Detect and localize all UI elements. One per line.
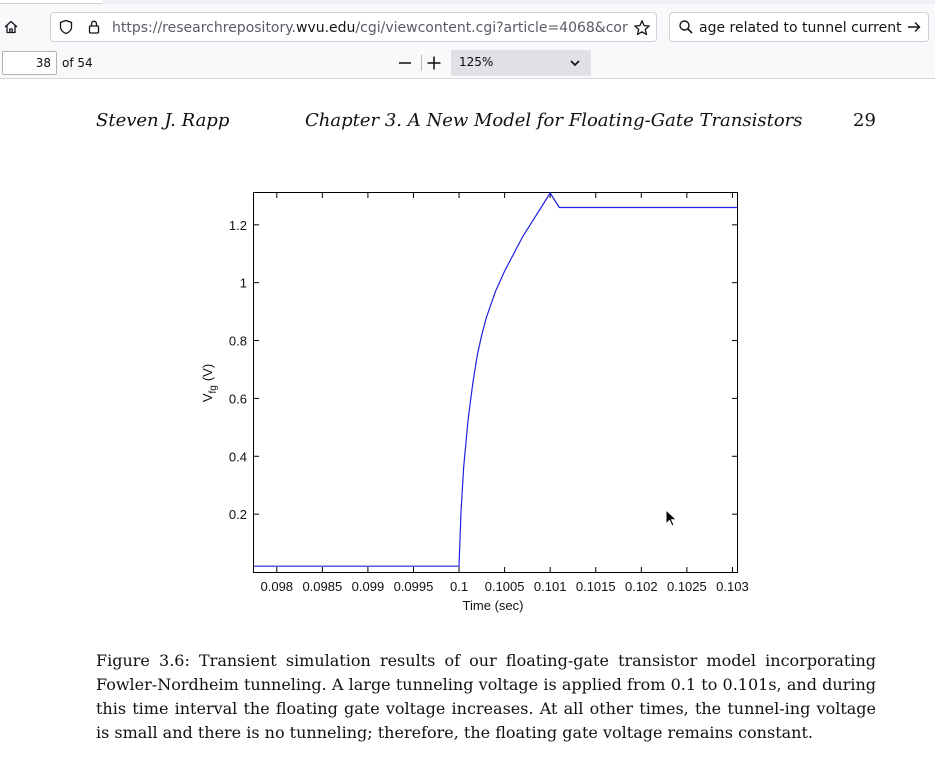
x-tick-label: 0.098 bbox=[260, 579, 294, 594]
x-tick-label: 0.0995 bbox=[393, 579, 434, 594]
y-axis-label-unit: (V) bbox=[200, 363, 215, 382]
x-tick-label: 0.099 bbox=[351, 579, 385, 594]
zoom-in-button[interactable] bbox=[423, 52, 445, 74]
x-tick-label: 0.1 bbox=[450, 579, 469, 594]
bookmark-star-icon[interactable] bbox=[633, 19, 651, 37]
y-tick-label: 1 bbox=[239, 275, 247, 291]
tracking-protection-shield-icon[interactable] bbox=[58, 19, 74, 35]
y-tick-label: 0.8 bbox=[228, 333, 247, 349]
zoom-out-button[interactable] bbox=[394, 52, 416, 74]
running-header-chapter: Chapter 3. A New Model for Floating-Gate Transistors bbox=[305, 110, 803, 131]
lock-icon[interactable] bbox=[86, 19, 102, 35]
running-header-page-number: 29 bbox=[853, 110, 876, 131]
page-count: of 54 bbox=[62, 56, 93, 70]
chevron-down-icon bbox=[569, 57, 581, 69]
x-tick-label: 0.0985 bbox=[302, 579, 343, 594]
mouse-cursor-icon bbox=[665, 509, 679, 529]
figure-caption: Figure 3.6: Transient simulation results of our floating-gate transistor model incorporating Fowler-Nordheim tunneling. A large tunneling voltage is applied from 0.1 to 0.101s, and during this time interval the floating gate voltage increases. At all other times, the tunnel-ing voltage is small and there is no tunneling; therefore, the floating gate voltage remains constant. bbox=[96, 651, 876, 742]
home-button[interactable] bbox=[0, 13, 22, 41]
y-tick-label: 0.2 bbox=[228, 507, 247, 523]
y-axis-label-sub: fg bbox=[208, 385, 219, 394]
search-icon bbox=[678, 19, 694, 35]
url-host: wvu.edu bbox=[296, 20, 356, 36]
x-axis-label: Time (sec) bbox=[462, 598, 524, 613]
arrow-right-icon[interactable] bbox=[906, 19, 922, 35]
minus-icon bbox=[394, 52, 416, 74]
x-tick-label: 0.1005 bbox=[484, 579, 525, 594]
search-query[interactable]: age related to tunnel current bbox=[699, 20, 902, 36]
y-tick-label: 1.2 bbox=[228, 217, 247, 233]
y-tick-label: 0.4 bbox=[228, 449, 247, 465]
search-bar[interactable] bbox=[669, 12, 929, 42]
y-tick-label: 0.6 bbox=[228, 391, 247, 407]
x-tick-label: 0.1025 bbox=[666, 579, 707, 594]
zoom-select[interactable] bbox=[451, 50, 591, 76]
x-tick-label: 0.101 bbox=[533, 579, 567, 594]
url-prefix: https://researchrepository. bbox=[112, 20, 296, 36]
zoom-separator bbox=[421, 55, 422, 71]
y-axis-label bbox=[200, 364, 219, 402]
plus-icon bbox=[423, 52, 445, 74]
url-text[interactable] bbox=[112, 19, 628, 37]
figure-line-chart bbox=[190, 180, 760, 620]
x-tick-label: 0.102 bbox=[625, 579, 658, 594]
pdf-page bbox=[0, 80, 935, 782]
y-axis-label-main: V bbox=[200, 393, 215, 403]
zoom-value: 125% bbox=[459, 55, 494, 69]
address-bar[interactable] bbox=[50, 12, 657, 42]
running-header-author: Steven J. Rapp bbox=[96, 110, 230, 131]
pdf-toolbar bbox=[0, 48, 935, 79]
svg-text:Vfg(V) bbox=[200, 364, 219, 402]
x-tick-label: 0.1015 bbox=[575, 579, 616, 594]
home-icon bbox=[3, 19, 19, 35]
page-number-input[interactable]: 38 bbox=[2, 51, 57, 75]
url-path: /cgi/viewcontent.cgi?article=4068&cor bbox=[355, 20, 628, 36]
x-tick-label: 0.103 bbox=[716, 579, 749, 594]
navigation-toolbar bbox=[0, 4, 935, 48]
